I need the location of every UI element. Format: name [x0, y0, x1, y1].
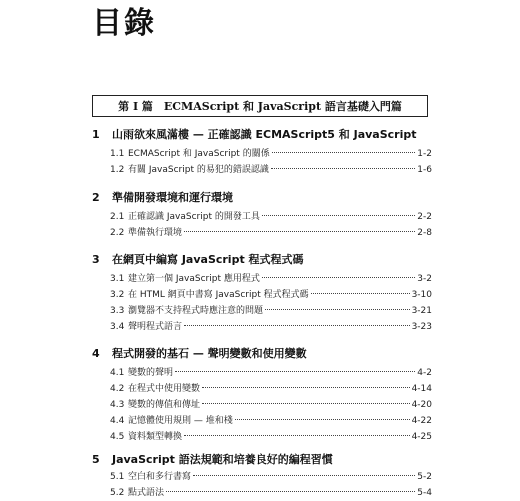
toc-entry[interactable] — [92, 287, 432, 303]
section-number: 3.2 — [110, 290, 125, 300]
section-title: 空白和多行書寫 — [128, 472, 192, 482]
toc-entry[interactable] — [92, 271, 432, 287]
section-number: 2.2 — [110, 228, 125, 238]
dot-leader — [271, 168, 415, 169]
toc-entry[interactable] — [92, 485, 432, 501]
chapter-number: 2 — [92, 191, 100, 204]
dot-leader — [175, 371, 415, 372]
chapter-number: 1 — [92, 128, 100, 141]
section-title: 瀏覽器不支持程式時應注意的問題 — [128, 306, 264, 316]
chapter-heading[interactable] — [92, 346, 432, 362]
toc-entry[interactable] — [92, 397, 432, 413]
page-number: 4-2 — [417, 368, 432, 378]
toc-entry[interactable] — [92, 413, 432, 429]
section-title: 變數的傳值和傳址 — [128, 400, 201, 410]
dot-leader — [235, 419, 410, 420]
page-number: 4-25 — [411, 432, 432, 442]
section-number: 3.3 — [110, 306, 125, 316]
page-number: 2-8 — [417, 228, 432, 238]
section-number: 2.1 — [110, 212, 125, 222]
toc-entry[interactable] — [92, 365, 432, 381]
toc-entry[interactable] — [92, 225, 432, 241]
page-number: 5-2 — [417, 472, 432, 482]
chapter-heading[interactable] — [92, 190, 432, 206]
dot-leader — [202, 403, 410, 404]
page-number: 4-14 — [411, 384, 432, 394]
page-number: 5-4 — [417, 488, 432, 498]
section-number: 3.4 — [110, 322, 125, 332]
section-number: 4.4 — [110, 416, 125, 426]
section-title: 點式語法 — [128, 488, 165, 498]
page-title: 目錄 — [92, 6, 156, 41]
toc-entry[interactable] — [92, 162, 432, 178]
section-title: 在 HTML 網頁中書寫 JavaScript 程式程式碼 — [128, 290, 309, 300]
section-title: ECMAScript 和 JavaScript 的關係 — [128, 149, 270, 159]
section-number: 3.1 — [110, 274, 125, 284]
section-title: 聲明程式語言 — [128, 322, 183, 332]
section-title: 記憶體使用規則 — 堆和棧 — [128, 416, 233, 426]
section-title: 資料類型轉換 — [128, 432, 183, 442]
section-number: 5.2 — [110, 488, 125, 498]
section-number: 4.1 — [110, 368, 125, 378]
section-number: 1.1 — [110, 149, 125, 159]
toc-entry[interactable] — [92, 146, 432, 162]
dot-leader — [184, 435, 410, 436]
chapter-title: 準備開發環境和運行環境 — [112, 191, 233, 204]
section-title: 建立第一個 JavaScript 應用程式 — [128, 274, 260, 284]
toc-entry[interactable] — [92, 429, 432, 445]
chapter-5 — [92, 452, 432, 501]
page-number: 4-22 — [411, 416, 432, 426]
dot-leader — [311, 293, 410, 294]
page-number: 1-2 — [417, 149, 432, 159]
toc-entry[interactable] — [92, 303, 432, 319]
page-number: 3-21 — [411, 306, 432, 316]
page-number: 1-6 — [417, 165, 432, 175]
section-number: 4.2 — [110, 384, 125, 394]
dot-leader — [265, 309, 410, 310]
dot-leader — [262, 277, 415, 278]
page-number: 2-2 — [417, 212, 432, 222]
chapter-3 — [92, 252, 432, 335]
page-number: 4-20 — [411, 400, 432, 410]
chapter-number: 4 — [92, 347, 100, 360]
toc-entry[interactable] — [92, 209, 432, 225]
chapter-2 — [92, 190, 432, 241]
page-number: 3-23 — [411, 322, 432, 332]
section-title: 正確認識 JavaScript 的開發工具 — [128, 212, 260, 222]
chapter-heading[interactable] — [92, 127, 432, 143]
dot-leader — [166, 491, 415, 492]
dot-leader — [184, 325, 410, 326]
chapter-heading[interactable] — [92, 252, 432, 268]
section-title: 有關 JavaScript 的易犯的錯誤認識 — [128, 165, 269, 175]
toc-entry[interactable] — [92, 469, 432, 485]
part-heading: 第 I 篇 ECMAScript 和 JavaScript 語言基礎入門篇 — [92, 95, 428, 117]
dot-leader — [184, 231, 415, 232]
dot-leader — [262, 215, 415, 216]
section-number: 5.1 — [110, 472, 125, 482]
section-title: 準備執行環境 — [128, 228, 183, 238]
chapter-number: 5 — [92, 453, 100, 466]
dot-leader — [202, 387, 410, 388]
toc-entry[interactable] — [92, 319, 432, 335]
chapter-4 — [92, 346, 432, 445]
section-number: 1.2 — [110, 165, 125, 175]
section-number: 4.5 — [110, 432, 125, 442]
chapter-1 — [92, 127, 432, 178]
chapter-title: 程式開發的基石 — 聲明變數和使用變數 — [112, 347, 307, 360]
page-number: 3-10 — [411, 290, 432, 300]
dot-leader — [272, 152, 416, 153]
toc-entry[interactable] — [92, 381, 432, 397]
chapter-title: JavaScript 語法規範和培養良好的編程習慣 — [112, 453, 333, 466]
section-title: 在程式中使用變數 — [128, 384, 201, 394]
section-number: 4.3 — [110, 400, 125, 410]
chapter-number: 3 — [92, 253, 100, 266]
page-number: 3-2 — [417, 274, 432, 284]
chapter-title: 在網頁中編寫 JavaScript 程式程式碼 — [112, 253, 304, 266]
section-title: 變數的聲明 — [128, 368, 174, 378]
dot-leader — [193, 475, 415, 476]
chapter-heading[interactable] — [92, 452, 432, 468]
chapter-title: 山雨欲來風滿樓 — 正確認識 ECMAScript5 和 JavaScript — [112, 128, 417, 141]
